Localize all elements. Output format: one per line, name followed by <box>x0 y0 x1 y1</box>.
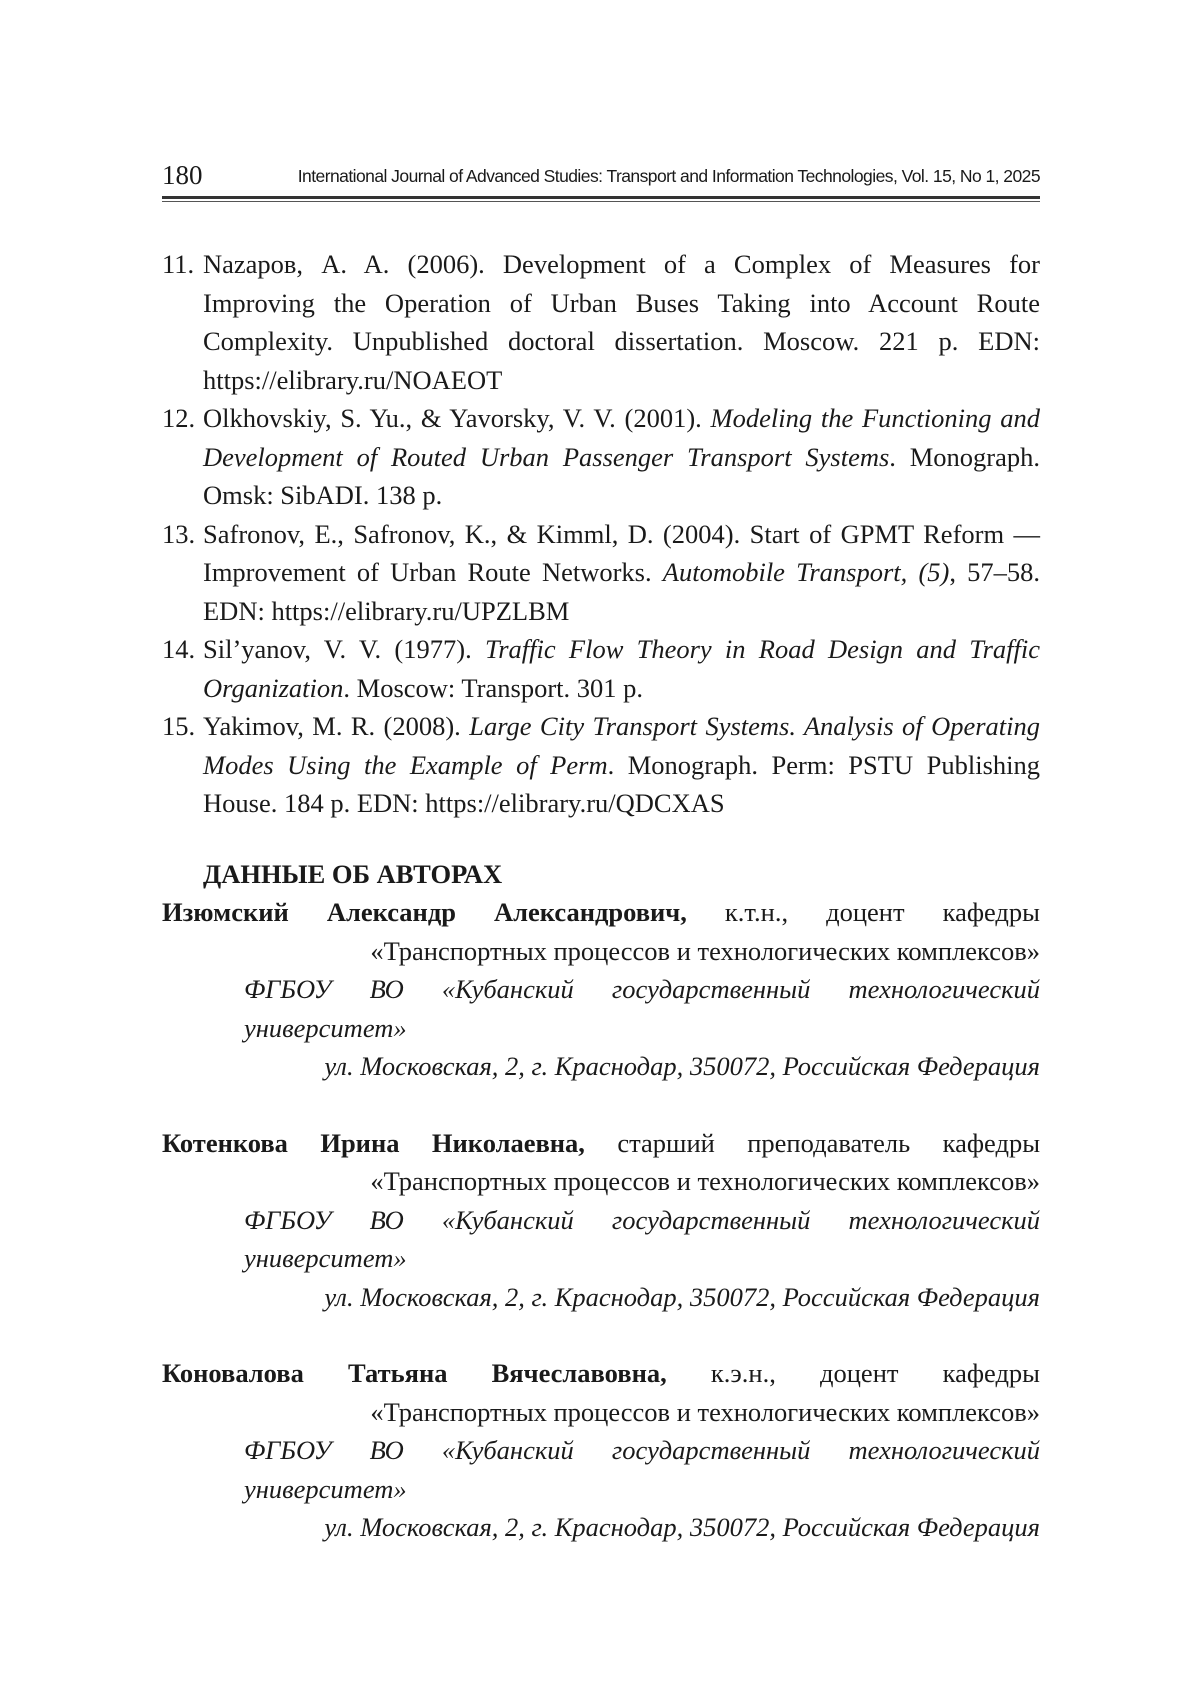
reference-number: 14. <box>162 634 196 664</box>
reference-text-tail: . Monograph. Perm: PSTU Publishing House. 184 p. EDN: https://elibrary.ru/QDCXAS <box>203 749 1041 818</box>
reference-text-tail: . Moscow: Transport. 301 p. <box>343 672 644 703</box>
reference-number: 12. <box>162 403 196 433</box>
reference-number: 15. <box>162 711 196 741</box>
reference-text-italic: Large City Transport Systems. Analysis of Operating Modes Using the Example of Perm <box>203 711 1041 780</box>
reference-text-italic: Traffic Flow Theory in Road Design and Traffic Organization <box>203 634 1040 703</box>
journal-title: International Journal of Advanced Studies: Transport and Information Technologies, Vol. 15, No 1, 2025 <box>297 166 1040 186</box>
header-rule-thick <box>162 196 1040 199</box>
author-organization-cont: университет» <box>244 1243 407 1273</box>
author-address: ул. Московская, 2, г. Краснодар, 350072, Российская Федерация <box>324 1281 1040 1312</box>
reference-number: 11. <box>162 249 195 279</box>
author-address: ул. Московская, 2, г. Краснодар, 350072, Российская Федерация <box>324 1512 1040 1542</box>
author-department: «Транспортных процессов и технологических комплексов» <box>370 935 1040 966</box>
author-role: старший преподаватель кафедры <box>584 1127 1040 1158</box>
author-organization: ФГБОУ ВО «Кубанский государственный технологический <box>244 974 1040 1004</box>
author-entry <box>162 1354 1040 1547</box>
author-organization: ФГБОУ ВО «Кубанский государственный технологический <box>244 1435 1040 1465</box>
author-name: Изюмский Александр Александрович, <box>162 897 687 927</box>
reference-text-tail: , 57–58. EDN: https://elibrary.ru/UPZLBM <box>203 557 1040 626</box>
reference-item <box>162 707 1040 823</box>
reference-text: Sil’yanov, V. V. (1977). <box>203 634 485 664</box>
reference-item <box>162 630 1040 707</box>
reference-item <box>162 245 1040 399</box>
author-department: «Транспортных процессов и технологических комплексов» <box>370 1396 1040 1427</box>
author-name: Котенкова Ирина Николаевна, <box>162 1127 585 1158</box>
reference-text: Safronov, E., Safronov, K., & Kimml, D. (2004). Start of GPMT Reform — Improvement of Urban Route Networks. <box>203 518 1040 587</box>
reference-item <box>162 399 1040 515</box>
reference-item <box>162 515 1040 631</box>
reference-text: Nazapов, A. A. (2006). Development of a Complex of Measures for Improving the Operation of Urban Buses Taking into Account Route Complexity. Unpublished doctoral dissertation. Moscow. 221 p. EDN: https://elibrary.ru/NOAEOT <box>203 249 1040 395</box>
author-address: ул. Московская, 2, г. Краснодар, 350072, Российская Федерация <box>324 1051 1040 1081</box>
author-organization: ФГБОУ ВО «Кубанский государственный технологический <box>244 1204 1040 1235</box>
author-organization-cont: университет» <box>244 1012 407 1043</box>
author-name: Коновалова Татьяна Вячеславовна, <box>162 1358 667 1388</box>
authors-section <box>162 855 1040 1585</box>
reference-list <box>162 245 1040 823</box>
reference-text: Olkhovskiy, S. Yu., & Yavorsky, V. V. (2001). <box>203 403 711 433</box>
running-header <box>162 158 1040 198</box>
page-number: 180 <box>162 160 203 190</box>
author-role: к.т.н., доцент кафедры <box>686 897 1040 927</box>
reference-text: Yakimov, M. R. (2008). <box>203 711 470 741</box>
author-organization-cont: университет» <box>244 1473 407 1504</box>
header-rule-thin <box>162 201 1040 202</box>
author-entry <box>162 893 1040 1086</box>
reference-text-italic: Automobile Transport, (5) <box>662 557 950 587</box>
author-department: «Транспортных процессов и технологических комплексов» <box>370 1166 1040 1196</box>
reference-text-tail: . Monograph. Omsk: SibADI. 138 p. <box>203 441 1040 510</box>
reference-number: 13. <box>162 518 196 549</box>
author-entry <box>162 1124 1040 1317</box>
reference-text-italic: Modeling the Functioning and Development of Routed Urban Passenger Transport Systems <box>203 403 1040 472</box>
authors-section-title: ДАННЫЕ ОБ АВТОРАХ <box>203 859 503 889</box>
author-role: к.э.н., доцент кафедры <box>666 1358 1040 1388</box>
